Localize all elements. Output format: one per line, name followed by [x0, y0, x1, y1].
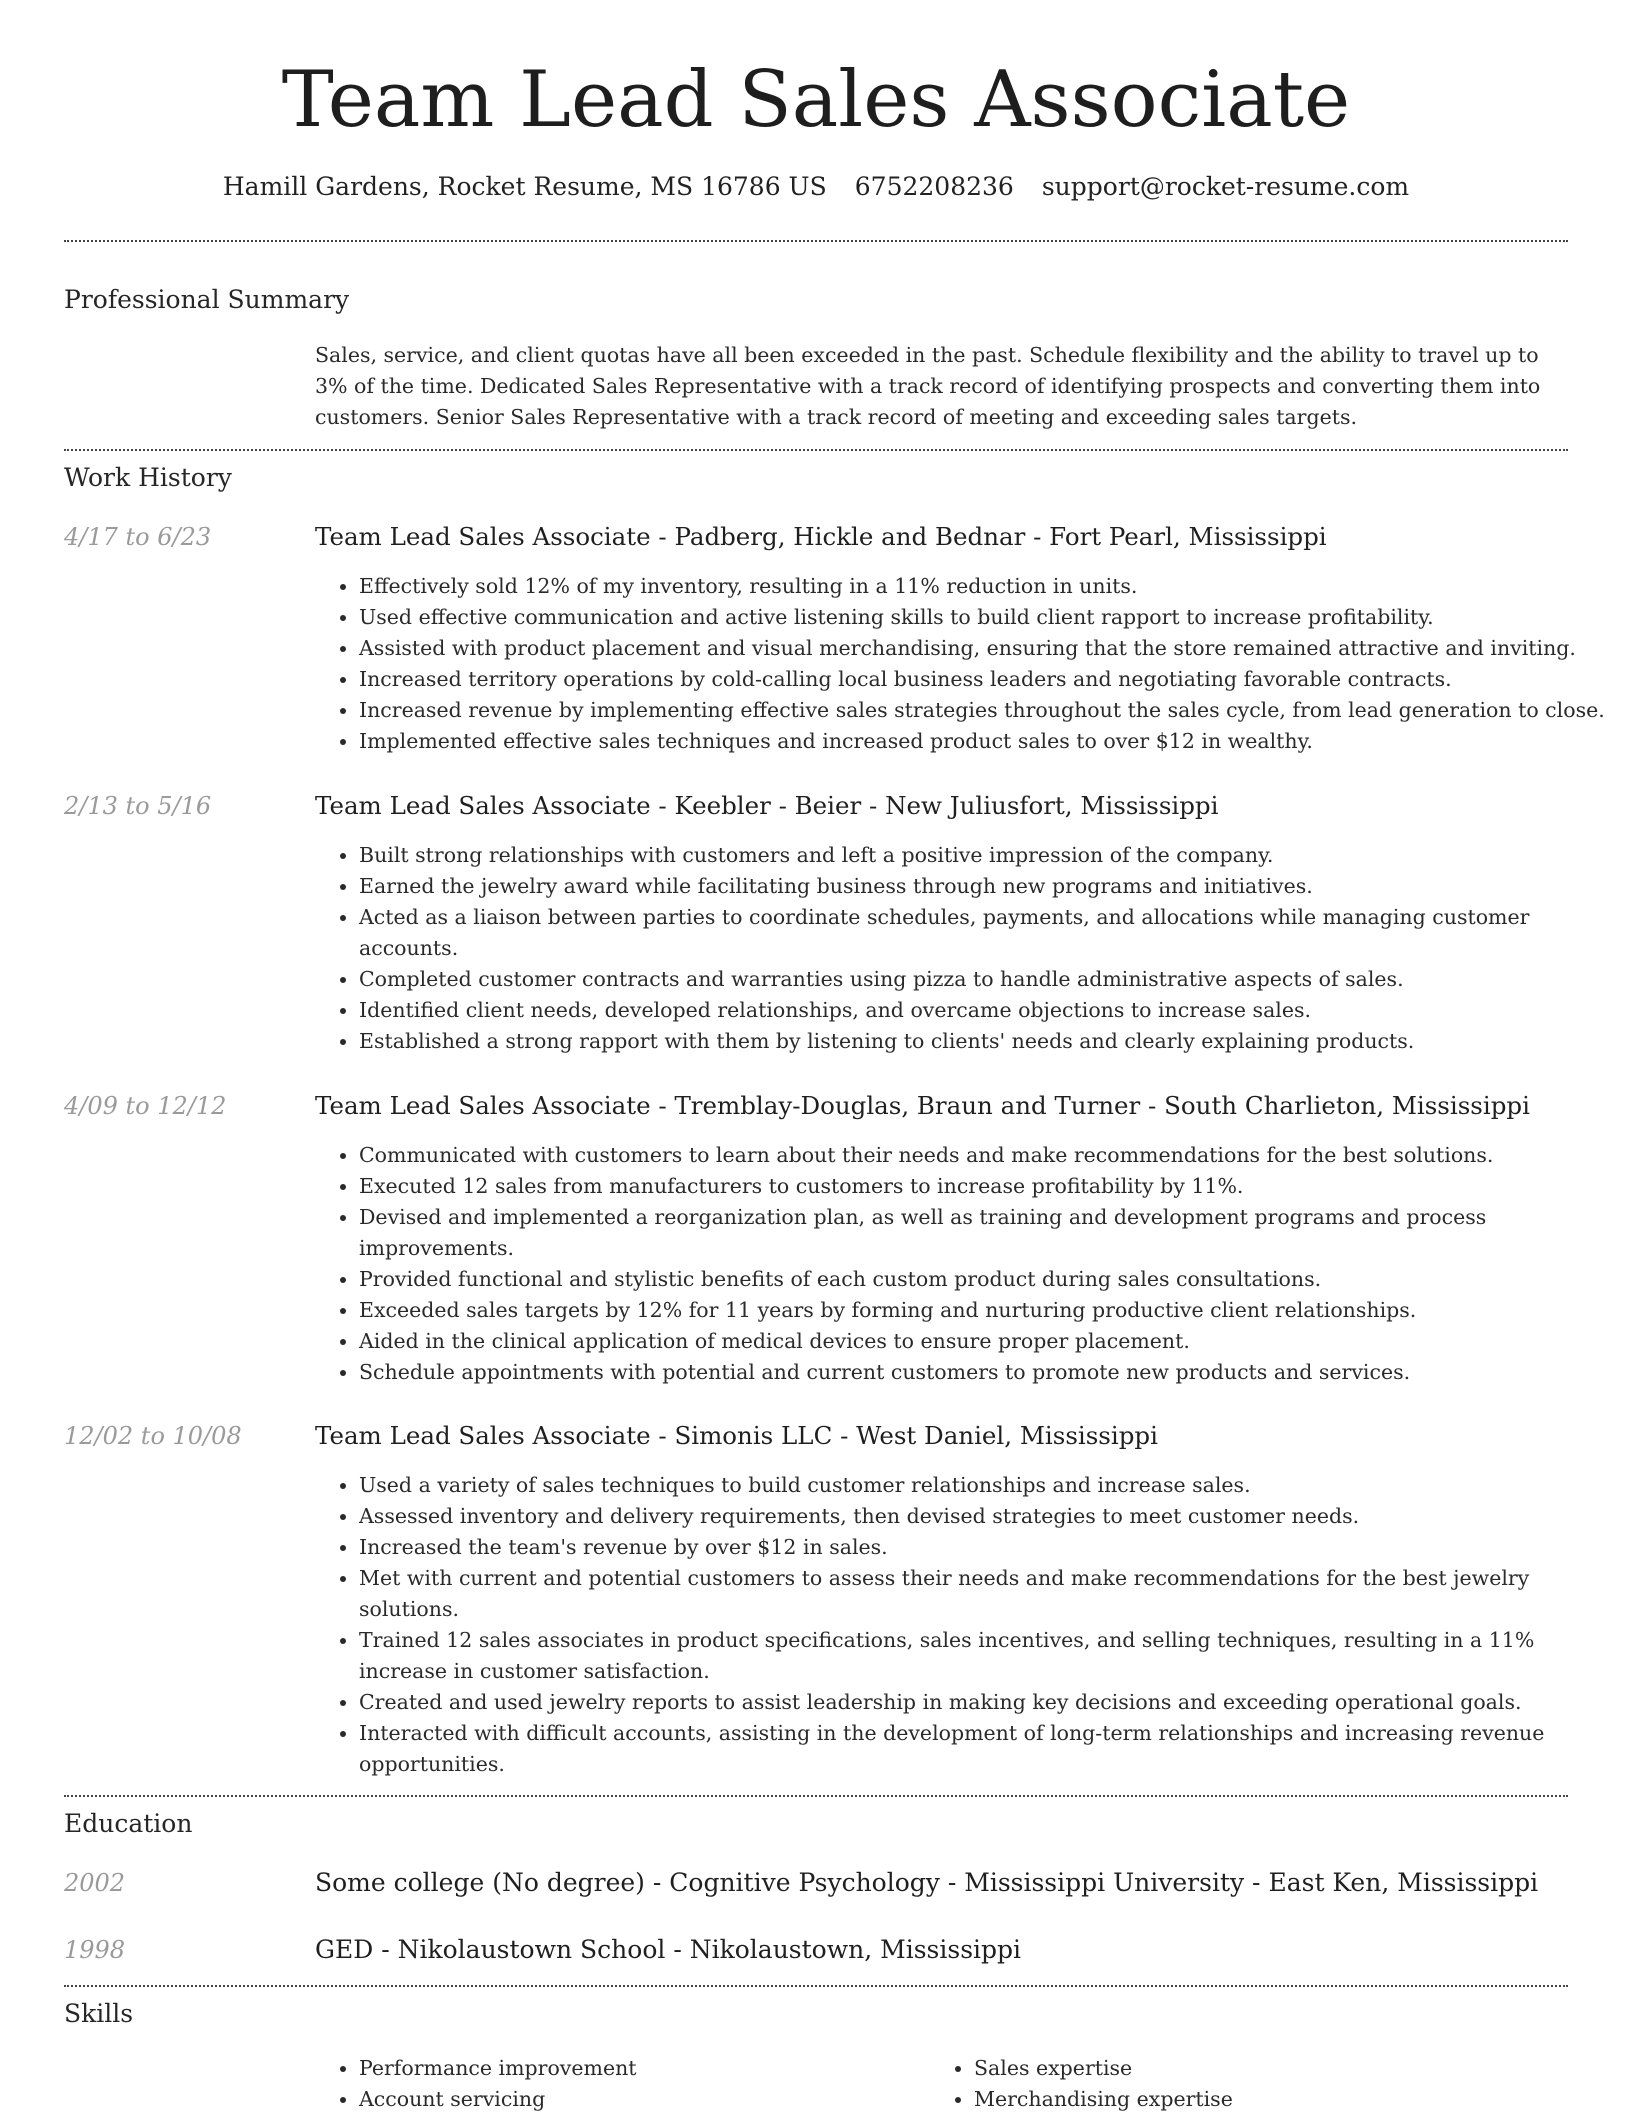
work-history-heading: Work History [64, 463, 232, 492]
job-dates: 2/13 to 5/16 [64, 792, 212, 820]
job-dates: 4/17 to 6/23 [64, 523, 212, 551]
job-bullet: • Devised and implemented a reorganization plan, as well as training and development programs and process improvements. [359, 1202, 1614, 1264]
job-bullet: • Earned the jewelry award while facilitating business through new programs and initiatives. [359, 871, 1614, 902]
summary-heading: Professional Summary [64, 285, 350, 314]
job-bullet: • Increased revenue by implementing effective sales strategies throughout the sales cycle, from lead generation to close. [359, 695, 1614, 726]
job-title: Team Lead Sales Associate - Keebler - Beier - New Juliusfort, Mississippi [315, 791, 1219, 820]
job-bullet: • Schedule appointments with potential and current customers to promote new products and services. [359, 1357, 1614, 1388]
section-divider [64, 240, 1568, 242]
job-bullet: • Completed customer contracts and warranties using pizza to handle administrative aspects of sales. [359, 964, 1614, 995]
job-bullets [315, 1140, 1614, 1388]
section-divider [64, 1795, 1568, 1797]
section-divider [64, 1985, 1568, 1987]
job-bullet: • Acted as a liaison between parties to coordinate schedules, payments, and allocations while managing customer accounts. [359, 902, 1614, 964]
job-bullet: • Provided functional and stylistic benefits of each custom product during sales consultations. [359, 1264, 1614, 1295]
job-bullets [315, 1470, 1614, 1780]
education-year: 1998 [64, 1936, 126, 1964]
job-bullets [315, 840, 1614, 1057]
contact-email: support@rocket-resume.com [1041, 172, 1410, 201]
job-bullets [315, 571, 1614, 757]
skill-item: • Account servicing [359, 2084, 919, 2115]
skills-heading: Skills [64, 1999, 134, 2028]
skills-list-left [315, 2053, 919, 2115]
job-bullet: • Built strong relationships with customers and left a positive impression of the company. [359, 840, 1614, 871]
skill-item: • Merchandising expertise [974, 2084, 1574, 2115]
job-bullet: • Used a variety of sales techniques to build customer relationships and increase sales. [359, 1470, 1614, 1501]
job-dates: 4/09 to 12/12 [64, 1092, 227, 1120]
job-title: Team Lead Sales Associate - Simonis LLC - West Daniel, Mississippi [315, 1421, 1158, 1450]
job-dates: 12/02 to 10/08 [64, 1422, 242, 1450]
job-bullet: • Implemented effective sales techniques and increased product sales to over $12 in wealthy. [359, 726, 1614, 757]
education-heading: Education [64, 1809, 193, 1838]
job-bullet: • Identified client needs, developed relationships, and overcame objections to increase sales. [359, 995, 1614, 1026]
job-bullet: • Used effective communication and active listening skills to build client rapport to increase profitability. [359, 602, 1614, 633]
job-bullet: • Met with current and potential customers to assess their needs and make recommendations for the best jewelry solutions. [359, 1563, 1614, 1625]
section-divider [64, 449, 1568, 451]
job-bullet: • Effectively sold 12% of my inventory, resulting in a 11% reduction in units. [359, 571, 1614, 602]
skill-item: • Sales expertise [974, 2053, 1574, 2084]
contact-phone: 6752208236 [854, 172, 1014, 201]
job-bullet: • Exceeded sales targets by 12% for 11 years by forming and nurturing productive client relationships. [359, 1295, 1614, 1326]
skill-item: • Performance improvement [359, 2053, 919, 2084]
contact-line [0, 170, 1632, 204]
education-entry: GED - Nikolaustown School - Nikolaustown, Mississippi [315, 1935, 1022, 1964]
education-entry: Some college (No degree) - Cognitive Psychology - Mississippi University - East Ken, Mississippi [315, 1868, 1539, 1897]
job-bullet: • Interacted with difficult accounts, assisting in the development of long-term relationships and increasing revenue opportunities. [359, 1718, 1614, 1780]
job-bullet: • Increased territory operations by cold-calling local business leaders and negotiating favorable contracts. [359, 664, 1614, 695]
summary-text: Sales, service, and client quotas have all been exceeded in the past. Schedule flexibility and the ability to travel up to 3% of the time. Dedicated Sales Representative with a track record of identifying prospects and converting them into customers. Senior Sales Representative with a track record of meeting and exceeding sales targets. [315, 343, 1541, 429]
education-year: 2002 [64, 1869, 126, 1897]
resume-name: Team Lead Sales Associate [281, 55, 1351, 145]
job-title: Team Lead Sales Associate - Padberg, Hickle and Bednar - Fort Pearl, Mississippi [315, 522, 1327, 551]
job-bullet: • Assessed inventory and delivery requirements, then devised strategies to meet customer needs. [359, 1501, 1614, 1532]
job-bullet: • Executed 12 sales from manufacturers to customers to increase profitability by 11%. [359, 1171, 1614, 1202]
job-bullet: • Aided in the clinical application of medical devices to ensure proper placement. [359, 1326, 1614, 1357]
job-bullet: • Increased the team's revenue by over $12 in sales. [359, 1532, 1614, 1563]
job-bullet: • Created and used jewelry reports to assist leadership in making key decisions and exceeding operational goals. [359, 1687, 1614, 1718]
job-bullet: • Established a strong rapport with them by listening to clients' needs and clearly explaining products. [359, 1026, 1614, 1057]
job-bullet: • Communicated with customers to learn about their needs and make recommendations for the best solutions. [359, 1140, 1614, 1171]
job-bullet: • Trained 12 sales associates in product specifications, sales incentives, and selling techniques, resulting in a 11% increase in customer satisfaction. [359, 1625, 1614, 1687]
contact-address: Hamill Gardens, Rocket Resume, MS 16786 US [222, 172, 827, 201]
job-bullet: • Assisted with product placement and visual merchandising, ensuring that the store remained attractive and inviting. [359, 633, 1614, 664]
skills-list-right [930, 2053, 1574, 2115]
job-title: Team Lead Sales Associate - Tremblay-Douglas, Braun and Turner - South Charlieton, Mississippi [315, 1091, 1530, 1120]
